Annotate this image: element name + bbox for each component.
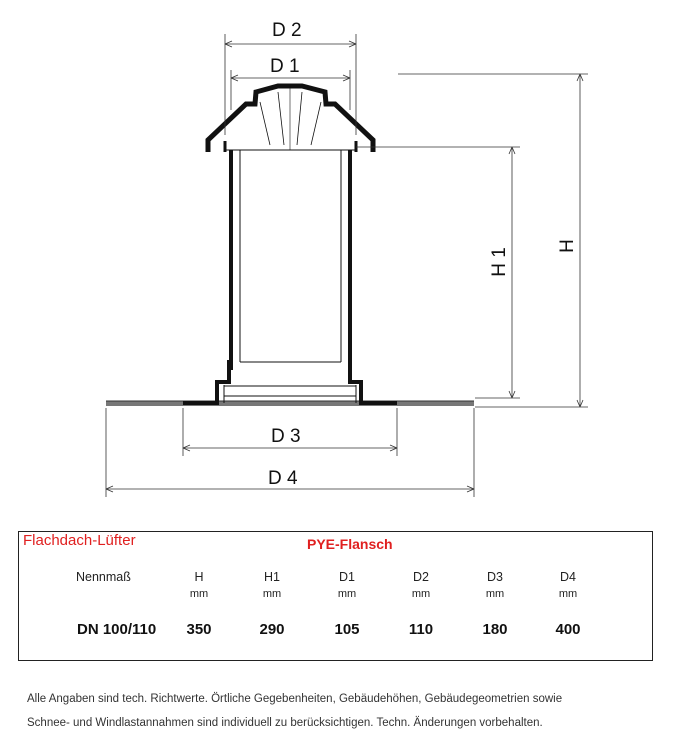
label-d3: D 3 [271,426,301,447]
disclaimer-line-2: Schnee- und Windlastannahmen sind individuell zu berücksichtigen. Techn. Änderungen vorbehalten. [27,717,543,729]
col-header-d2: D2 [413,570,429,584]
vent-pipe [231,150,350,370]
row-label: DN 100/110 [77,621,157,638]
label-h: H [557,239,578,253]
col-unit-d2: mm [411,588,431,600]
label-d2: D 2 [272,20,302,41]
vent-hood [208,86,373,152]
col-unit-d3: mm [485,588,505,600]
roof-surface [106,401,474,406]
value-h1: 290 [259,621,285,638]
disclaimer-line-1: Alle Angaben sind tech. Richtwerte. Örtliche Gegebenheiten, Gebäudehöhen, Gebäudegeometrien sowie [27,693,563,705]
value-d2: 110 [408,621,434,638]
col-unit-d1: mm [337,588,357,600]
label-d1: D 1 [270,56,300,77]
value-d1: 105 [334,621,360,638]
col-unit-h1: mm [262,588,282,600]
value-d4: 400 [555,621,581,638]
col-header-d4: D4 [560,570,576,584]
value-h: 350 [186,621,212,638]
table-title: Flachdach-Lüfter [23,532,136,549]
dimension-table [18,531,653,661]
col-header-h1: H1 [264,570,280,584]
col-header-h: H [194,570,204,584]
col-unit-d4: mm [558,588,578,600]
value-d3: 180 [482,621,508,638]
col-header-d3: D3 [487,570,503,584]
col-unit-h: mm [189,588,209,600]
flange [183,360,397,403]
row-header: Nennmaß [76,570,131,584]
col-header-d1: D1 [339,570,355,584]
table-subtitle: PYE-Flansch [307,536,393,552]
label-d4: D 4 [268,468,298,489]
label-h1: H 1 [489,247,510,277]
